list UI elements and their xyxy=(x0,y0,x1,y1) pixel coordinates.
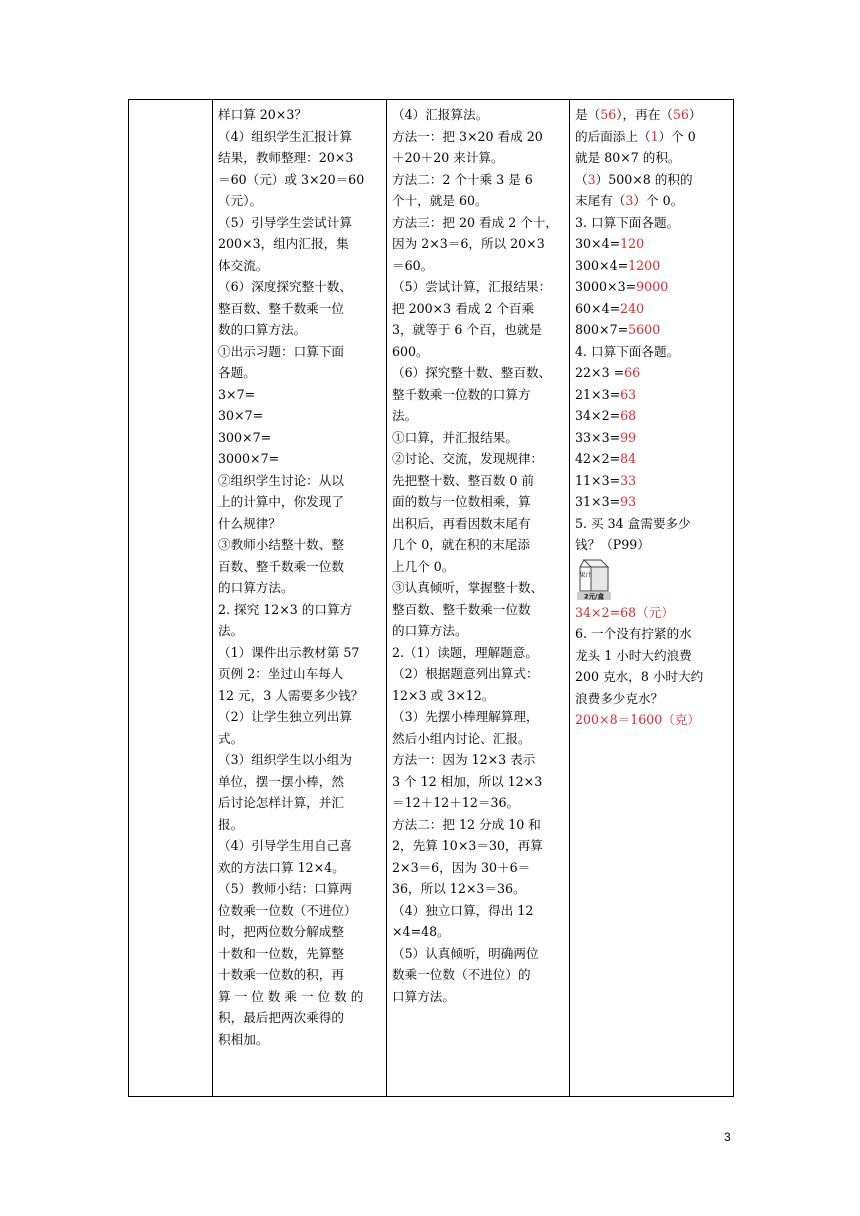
calc-answer: 63 xyxy=(620,386,637,402)
text-line: 36，所以 12×3＝36。 xyxy=(392,881,526,896)
text-line: （4）独立口算，得出 12 xyxy=(392,902,534,918)
text-line: 个十，就是 60。 xyxy=(392,193,488,208)
text-line: 页例 2：坐过山车每人 xyxy=(218,666,344,681)
text-line: 12 元，3 人需要多少钱？ xyxy=(218,687,364,703)
text-line: 方法二：把 12 分成 10 和 xyxy=(392,816,541,832)
text-line: 体交流。 xyxy=(218,257,269,273)
text-line: ③认真倾听，掌握整十数、 xyxy=(392,580,544,595)
calc-answer: 33 xyxy=(620,472,637,488)
calc-item xyxy=(575,448,728,470)
text-line: 整千数乘一位数的口算方 xyxy=(392,386,531,402)
carton-price: 2元/盒 xyxy=(584,592,604,600)
text-line: ＝12＋12＋12＝36。 xyxy=(392,795,520,810)
calc-item xyxy=(575,470,728,492)
calc-question: 11×3= xyxy=(575,472,621,488)
text-line: 各题。 xyxy=(218,365,256,380)
teacher-activity-column xyxy=(213,100,387,1097)
text-line: 300×7= xyxy=(218,429,272,445)
text-line: 数乘一位数（不进位）的 xyxy=(392,967,531,982)
text-line: ①出示习题：口算下面 xyxy=(218,343,344,359)
text-line: ②组织学生讨论：从以 xyxy=(218,472,344,488)
text-line: （5）引导学生尝试计算 xyxy=(218,214,352,230)
calc-item xyxy=(575,384,728,406)
calc-answer: 99 xyxy=(620,429,637,445)
text-line: 2.（1）读题，理解题意。 xyxy=(392,644,538,660)
exercise-6-line-3: 200 克水，8 小时大约 xyxy=(575,669,704,684)
calc-item xyxy=(575,255,728,277)
text-line: 单位，摆一摆小棒，然 xyxy=(218,773,344,789)
text-line: ②讨论、交流，发现规律： xyxy=(392,451,544,466)
text-line: 30×7= xyxy=(218,408,264,423)
text-line: （3）先摆小棒理解算理， xyxy=(392,709,539,724)
exercise-6-line-2: 龙头 1 小时大约浪费 xyxy=(575,647,692,663)
exercise-5-line-2: 钱？（P99） xyxy=(575,537,650,552)
text-line: ＝60。 xyxy=(392,257,434,273)
text-line: 位数乘一位数（不进位） xyxy=(218,902,357,918)
text-line: 数的口算方法。 xyxy=(218,322,307,337)
text-line: （1）课件出示教材第 57 xyxy=(218,644,360,660)
text-line: 整百数、整千数乘一位数 xyxy=(392,601,531,617)
student-activity-column xyxy=(387,100,570,1097)
text-line: 因为 2×3＝6，所以 20×3 xyxy=(392,236,545,251)
text-line: 3000×7= xyxy=(218,451,280,466)
calc-question: 34×2= xyxy=(575,408,621,423)
exercise-6-line-1: 6. 一个没有拧紧的水 xyxy=(575,626,692,641)
text-line: 报。 xyxy=(218,816,244,832)
calc-answer: 5600 xyxy=(628,322,661,337)
text-line: 几个 0，就在积的末尾添 xyxy=(392,537,530,552)
text-line: 2. 探究 12×3 的口算方 xyxy=(218,601,353,617)
text-line: 200×3，组内汇报，集 xyxy=(218,236,349,251)
text-line: 12×3 或 3×12。 xyxy=(392,687,495,703)
text-line: 然后小组内讨论、汇报。 xyxy=(392,730,531,746)
text-line: 方法一：把 3×20 看成 20 xyxy=(392,128,543,144)
table-row xyxy=(129,100,734,1097)
text-line: 3×7= xyxy=(218,386,256,402)
calc-answer: 66 xyxy=(624,365,641,380)
calc-answer: 84 xyxy=(620,451,637,466)
text-line: ＋20＋20 来计算。 xyxy=(392,150,504,165)
juice-carton-icon xyxy=(577,558,611,600)
text-line: 600。 xyxy=(392,343,429,359)
text-line: ×4=48。 xyxy=(392,924,450,939)
text-line: 法。 xyxy=(392,408,418,423)
text-line: ＝60（元）或 3×20＝60 xyxy=(218,171,365,187)
text-line: 式。 xyxy=(218,730,244,746)
text-line: 积，最后把两次乘得的 xyxy=(218,1010,344,1025)
text-line: 上的计算中，你发现了 xyxy=(218,494,344,509)
calc-item xyxy=(575,276,728,298)
text-line: （2）根据题意列出算式： xyxy=(392,666,539,681)
text-line: 口算方法。 xyxy=(392,988,455,1004)
page-number: 3 xyxy=(724,1130,731,1144)
calc-question: 800×7= xyxy=(575,322,629,337)
text-line: 的口算方法。 xyxy=(218,580,294,595)
lesson-plan-table xyxy=(128,99,734,1097)
text-line: 3，就等于 6 个百，也就是 xyxy=(392,322,542,337)
stage-column xyxy=(129,100,213,1097)
calc-answer: 9000 xyxy=(636,279,669,294)
text-line: 算 一 位 数 乘 一 位 数 的 xyxy=(218,988,364,1004)
text-line: 时，把两位数分解成整 xyxy=(218,924,344,939)
text-line: （3）组织学生以小组为 xyxy=(218,752,352,767)
calc-item xyxy=(575,491,728,513)
text-line: 方法一：因为 12×3 表示 xyxy=(392,752,536,767)
fill-line-1: 是（56），再在（56） xyxy=(575,107,702,122)
text-line: 整百数、整千数乘一位 xyxy=(218,300,344,316)
text-line: （元）。 xyxy=(218,193,263,208)
fill-line-2: 的后面添上（1）个 0 xyxy=(575,128,696,144)
text-line: 2，先算 10×3＝30，再算 xyxy=(392,838,543,853)
text-line: 方法三：把 20 看成 2 个十， xyxy=(392,214,558,230)
text-line: 3 个 12 相加，所以 12×3 xyxy=(392,773,543,789)
text-line: 后讨论怎样计算，并汇 xyxy=(218,795,344,810)
text-line: 法。 xyxy=(218,623,244,638)
calc-item xyxy=(575,298,728,320)
calc-answer: 93 xyxy=(620,494,637,509)
exercise-5-line-1: 5. 买 34 盒需要多少 xyxy=(575,515,691,531)
calc-item xyxy=(575,233,728,255)
fill-line-5: 末尾有（3）个 0。 xyxy=(575,193,684,208)
text-line: 先把整十数、整百数 0 前 xyxy=(392,472,534,488)
calc-item xyxy=(575,405,728,427)
text-line: （6）探究整十数、整百数、 xyxy=(392,365,552,380)
calc-question: 3000×3= xyxy=(575,279,637,294)
text-line: 上几个 0。 xyxy=(392,558,455,574)
calc-answer: 240 xyxy=(620,300,645,316)
calc-question: 21×3= xyxy=(575,386,621,402)
exercise-3-list xyxy=(575,233,728,341)
text-line: 面的数与一位数相乘，算 xyxy=(392,494,531,509)
text-line: （5）尝试计算，汇报结果： xyxy=(392,279,552,294)
exercise-5-answer: 34×2=68（元） xyxy=(575,604,674,620)
text-line: 2×3＝6，因为 30＋6＝ xyxy=(392,859,531,875)
exercise-6-line-4: 浪费多少克水？ xyxy=(575,690,664,706)
text-line: 积相加。 xyxy=(218,1031,269,1047)
text-line: ①口算，并汇报结果。 xyxy=(392,429,518,445)
text-line: 百数、整千数乘一位数 xyxy=(218,558,344,574)
exercise-6-answer: 200×8＝1600（克） xyxy=(575,712,701,727)
text-line: （4）引导学生用自己喜 xyxy=(218,838,352,853)
exercise-4-title: 4. 口算下面各题。 xyxy=(575,343,680,359)
text-line: 什么规律？ xyxy=(218,515,281,531)
text-line: 欢的方法口算 12×4。 xyxy=(218,859,345,875)
text-line: （2）让学生独立列出算 xyxy=(218,709,352,724)
calc-question: 60×4= xyxy=(575,300,621,316)
calc-item xyxy=(575,427,728,449)
text-line: （6）深度探究整十数、 xyxy=(218,279,352,294)
text-line: 把 200×3 看成 2 个百乘 xyxy=(392,300,535,316)
text-line: 十数乘一位数的积，再 xyxy=(218,967,344,982)
text-line: 样口算 20×3？ xyxy=(218,107,307,122)
text-line: 的口算方法。 xyxy=(392,623,468,638)
carton-label: 果汁 xyxy=(579,571,592,579)
calc-question: 33×3= xyxy=(575,429,621,445)
calc-question: 31×3= xyxy=(575,494,621,509)
calc-question: 22×3 = xyxy=(575,365,625,380)
exercise-4-list xyxy=(575,362,728,513)
calc-item xyxy=(575,319,728,341)
text-line: （5）教师小结：口算两 xyxy=(218,881,352,896)
calc-answer: 120 xyxy=(620,236,645,251)
calc-question: 300×4= xyxy=(575,257,629,273)
fill-line-4: （3）500×8 的积的 xyxy=(575,171,693,187)
calc-answer: 1200 xyxy=(628,257,661,273)
text-line: （4）组织学生汇报计算 xyxy=(218,128,352,144)
calc-question: 42×2= xyxy=(575,451,621,466)
text-line: （5）认真倾听，明确两位 xyxy=(392,945,539,961)
calc-question: 30×4= xyxy=(575,236,621,251)
text-line: 方法二：2 个十乘 3 是 6 xyxy=(392,171,533,187)
text-line: 十数和一位数，先算整 xyxy=(218,945,344,961)
calc-item xyxy=(575,362,728,384)
text-line: ③教师小结整十数、整 xyxy=(218,537,344,552)
text-line: 结果，教师整理：20×3 xyxy=(218,150,354,165)
fill-line-3: 就是 80×7 的积。 xyxy=(575,150,681,165)
exercise-column xyxy=(570,100,734,1097)
exercise-3-title: 3. 口算下面各题。 xyxy=(575,214,680,230)
text-line: （4）汇报算法。 xyxy=(392,107,489,122)
calc-answer: 68 xyxy=(620,408,637,423)
text-line: 出积后，再看因数末尾有 xyxy=(392,515,531,531)
